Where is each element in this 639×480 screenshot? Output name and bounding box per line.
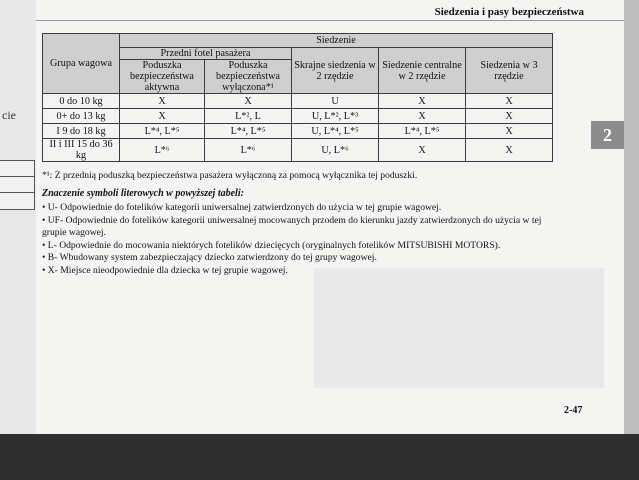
child-seat-table (42, 33, 553, 162)
cell-value: L*², L (205, 109, 292, 124)
cell-value: X (379, 109, 466, 124)
cell-value: X (205, 94, 292, 109)
left-page-box (0, 192, 35, 210)
cell-value: X (379, 139, 466, 162)
header-airbag-active: Poduszka bezpieczeństwa aktywna (120, 60, 205, 94)
legend-item: grupie wagowej. (42, 227, 106, 238)
header-seat: Siedzenie (120, 34, 553, 48)
header-row2-center: Siedzenie centralne w 2 rzędzie (379, 48, 466, 94)
cell-group: 0+ do 13 kg (43, 109, 120, 124)
cell-value: L*⁶ (205, 139, 292, 162)
page-number: 2-47 (564, 405, 583, 416)
legend-item: • L- Odpowiednie do mocowania niektórych fotelików dziecięcych (oryginalnych fotelików MITSUBISHI MOTORS). (42, 239, 501, 251)
cell-value: X (379, 94, 466, 109)
legend-item: • B- Wbudowany system zabezpieczający dziecko zatwierdzony do tej grupy wagowej. (42, 252, 377, 263)
legend-item: • X- Miejsce nieodpowiednie dla dziecka w tej grupie wagowej. (42, 264, 288, 276)
header-rule (36, 20, 624, 21)
cell-value: L*⁴, L*⁵ (205, 124, 292, 139)
cell-value: U (292, 94, 379, 109)
cell-value: U, L*⁴, L*⁵ (292, 124, 379, 139)
legend-item: • UF- Odpowiednie do fotelików kategorii uniwersalnej mocowanych przodem do kierunku jazdy zatwierdzonych do użycia w tej (42, 214, 542, 226)
cell-value: L*⁶ (120, 139, 205, 162)
cell-value: L*⁴, L*⁵ (120, 124, 205, 139)
cell-value: X (466, 124, 553, 139)
footnote: *¹: Z przednią poduszką bezpieczeństwa pasażera wyłączoną za pomocą wyłącznika tej poduszki. (42, 170, 418, 181)
header-row2-outer: Skrajne siedzenia w 2 rzędzie (292, 48, 379, 94)
cell-value: X (466, 109, 553, 124)
cell-value: X (466, 139, 553, 162)
cell-value: X (120, 94, 205, 109)
left-page-edge (0, 0, 36, 434)
cell-group: I 9 do 18 kg (43, 124, 120, 139)
cell-value: L*⁴, L*⁵ (379, 124, 466, 139)
section-header: Siedzenia i pasy bezpieczeństwa (434, 6, 584, 18)
dark-background (0, 434, 639, 480)
right-page-edge (624, 0, 639, 480)
left-page-fragment: cie (2, 108, 16, 122)
legend-item: • U- Odpowiednie do fotelików kategorii uniwersalnej zatwierdzonych do użycia w tej grupie wagowej. (42, 202, 442, 213)
cell-value: X (120, 109, 205, 124)
cell-group: 0 do 10 kg (43, 94, 120, 109)
header-weight-group: Grupa wagowa (43, 34, 120, 94)
table-row (43, 139, 553, 162)
cell-value: U, L*², L*³ (292, 109, 379, 124)
table-row (43, 94, 553, 109)
cell-value: X (466, 94, 553, 109)
header-row3: Siedzenia w 3 rzędzie (466, 48, 553, 94)
table-row (43, 109, 553, 124)
header-front-seat: Przedni fotel pasażera (120, 48, 292, 60)
manual-page (36, 0, 624, 434)
gray-background-area (314, 268, 604, 388)
legend-list (42, 202, 592, 277)
chapter-tab: 2 (591, 121, 624, 149)
cell-value: U, L*⁶ (292, 139, 379, 162)
cell-group: II i III 15 do 36 kg (43, 139, 120, 162)
legend-title: Znaczenie symboli literowych w powyższej tabeli: (42, 188, 244, 199)
header-airbag-off: Poduszka bezpieczeństwa wyłączona*¹ (205, 60, 292, 94)
table-row (43, 124, 553, 139)
